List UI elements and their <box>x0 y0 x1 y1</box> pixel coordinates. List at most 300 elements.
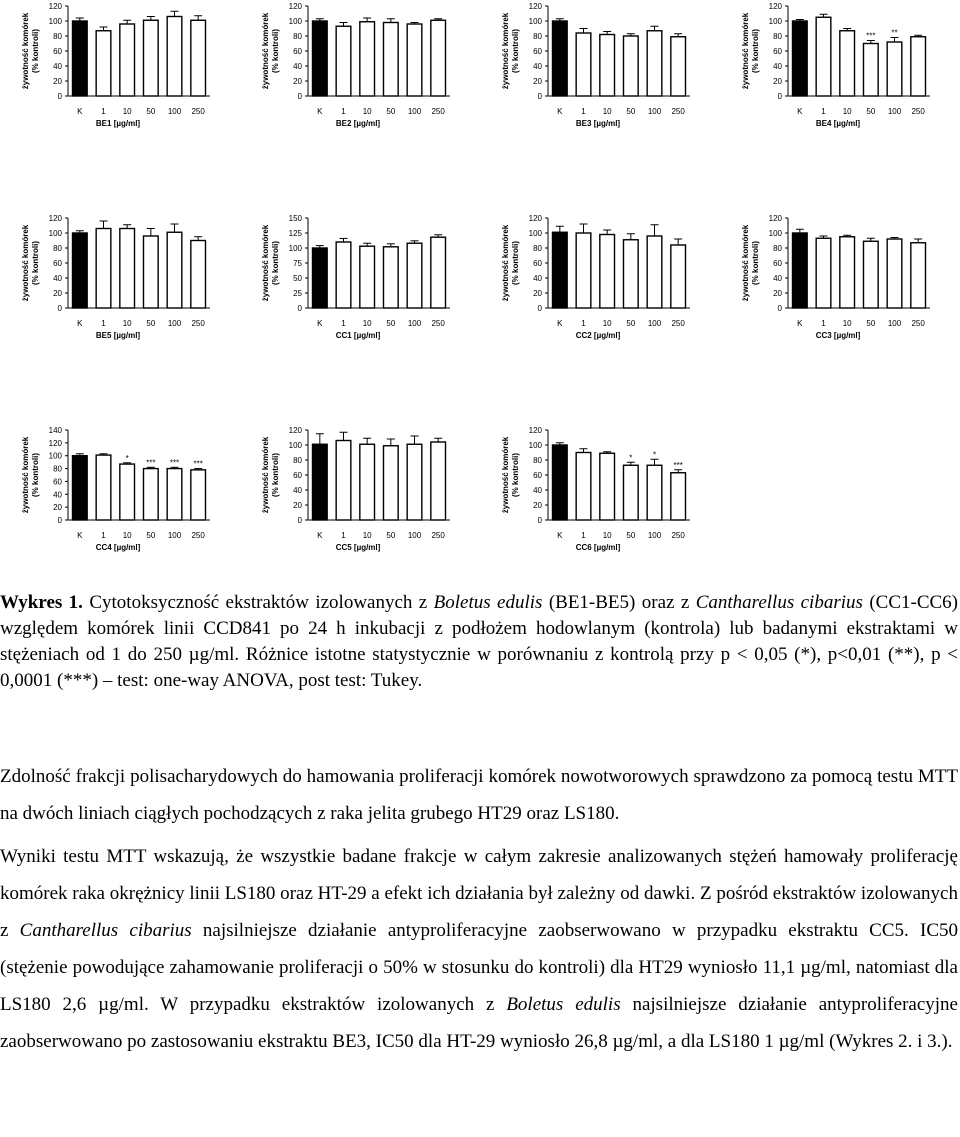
body-text <box>0 758 958 1060</box>
bar <box>191 20 206 96</box>
bar-chart <box>240 0 480 170</box>
y-axis-label-line-2: (% kontroli) <box>511 29 520 73</box>
x-tick-label: 1 <box>341 107 346 116</box>
x-tick-label: 250 <box>671 531 685 540</box>
bar <box>431 20 446 96</box>
caption-species-cantharellus: Cantharellus cibarius <box>695 592 863 613</box>
x-tick-label: 1 <box>101 531 106 540</box>
caption-label: Wykres 1. <box>0 592 83 613</box>
bar <box>816 238 831 308</box>
y-axis-label <box>21 12 40 89</box>
bar <box>792 21 807 96</box>
y-axis-label <box>21 224 40 301</box>
y-tick-label: 40 <box>293 486 302 495</box>
bar <box>143 469 158 520</box>
y-axis-label-line-2: (% kontroli) <box>511 241 520 285</box>
bar <box>407 24 422 96</box>
chart-panel-8 <box>720 212 960 382</box>
bar <box>120 229 135 309</box>
x-axis-label: CC6 [µg/ml] <box>575 543 621 552</box>
bar <box>407 243 422 308</box>
y-tick-label: 0 <box>777 92 782 101</box>
bar <box>167 469 182 520</box>
bar <box>191 241 206 309</box>
x-tick-label: K <box>557 319 563 328</box>
y-tick-label: 100 <box>48 229 62 238</box>
x-tick-label: 250 <box>911 319 925 328</box>
x-tick-label: 1 <box>101 319 106 328</box>
significance-mark: *** <box>193 459 203 469</box>
y-tick-label: 0 <box>537 304 542 313</box>
y-tick-label: 20 <box>533 77 542 86</box>
bar <box>863 241 878 308</box>
y-tick-label: 100 <box>288 17 302 26</box>
y-axis-label-line-1: żywotność komórek <box>21 436 30 514</box>
y-tick-label: 40 <box>53 62 62 71</box>
y-tick-label: 60 <box>53 47 62 56</box>
y-tick-label: 0 <box>777 304 782 313</box>
x-tick-label: 100 <box>167 319 182 328</box>
bar <box>383 247 398 308</box>
x-axis-label: BE1 [µg/ml] <box>95 119 141 128</box>
x-tick-label: 50 <box>626 531 636 540</box>
x-tick-label: K <box>317 107 323 116</box>
x-tick-label: K <box>317 319 323 328</box>
bar <box>552 232 567 308</box>
bar <box>312 248 327 308</box>
bar-chart <box>0 0 240 170</box>
y-tick-label: 80 <box>533 32 542 41</box>
bar <box>383 23 398 97</box>
y-tick-label: 20 <box>293 501 302 510</box>
x-tick-label: 100 <box>407 531 422 540</box>
y-tick-label: 20 <box>773 77 782 86</box>
caption-text-2: (BE1-BE5) oraz z <box>542 592 696 613</box>
y-tick-label: 60 <box>53 259 62 268</box>
x-tick-label: 1 <box>581 107 586 116</box>
bar <box>647 236 662 308</box>
y-tick-label: 80 <box>773 32 782 41</box>
y-tick-label: 100 <box>288 244 302 253</box>
bar <box>671 245 686 308</box>
y-tick-label: 80 <box>773 244 782 253</box>
y-tick-label: 100 <box>48 17 62 26</box>
chart-panel-9 <box>0 424 240 594</box>
chart-panel-7 <box>480 212 720 382</box>
significance-mark: *** <box>673 460 683 470</box>
bar <box>431 237 446 308</box>
x-tick-label: 100 <box>887 319 902 328</box>
y-tick-label: 20 <box>53 503 62 513</box>
y-axis-label-line-1: żywotność komórek <box>261 224 270 302</box>
y-tick-label: 60 <box>293 471 302 480</box>
x-tick-label: 250 <box>431 531 445 540</box>
bar <box>911 243 926 308</box>
y-axis-label-line-2: (% kontroli) <box>271 29 280 73</box>
y-axis-label <box>741 12 760 89</box>
bar <box>792 233 807 308</box>
x-tick-label: K <box>77 319 83 328</box>
y-tick-label: 120 <box>48 214 62 223</box>
bar-chart <box>480 212 720 382</box>
y-tick-label: 60 <box>773 259 782 268</box>
bar <box>336 26 351 96</box>
bar-chart <box>0 424 240 594</box>
bar <box>120 24 135 96</box>
bar <box>96 31 111 96</box>
bar <box>623 465 638 520</box>
chart-panel-11 <box>480 424 720 594</box>
x-tick-label: 10 <box>602 107 612 116</box>
x-tick-label: K <box>77 531 83 540</box>
figure-caption <box>0 590 958 694</box>
y-tick-label: 20 <box>533 289 542 298</box>
y-axis-label-line-2: (% kontroli) <box>271 453 280 497</box>
bar <box>96 229 111 309</box>
y-tick-label: 120 <box>48 2 62 11</box>
y-axis-label <box>261 224 280 301</box>
bar <box>120 464 135 520</box>
y-axis-label <box>501 12 520 89</box>
bar <box>167 17 182 97</box>
y-axis-label-line-1: żywotność komórek <box>21 224 30 302</box>
y-axis-label <box>741 224 760 301</box>
x-tick-label: 250 <box>671 107 685 116</box>
x-tick-label: 10 <box>362 319 372 328</box>
x-tick-label: 250 <box>191 531 205 540</box>
bar <box>72 456 87 520</box>
y-tick-label: 75 <box>293 259 302 268</box>
significance-mark: *** <box>169 458 180 468</box>
y-tick-label: 80 <box>293 32 302 41</box>
x-axis-label: CC4 [µg/ml] <box>95 543 141 552</box>
x-tick-label: K <box>317 531 323 540</box>
x-tick-label: K <box>797 319 803 328</box>
x-tick-label: 1 <box>821 107 826 116</box>
y-tick-label: 120 <box>288 426 302 435</box>
x-axis-label: BE2 [µg/ml] <box>335 119 381 128</box>
bar-chart <box>240 424 480 594</box>
x-tick-label: 10 <box>842 319 852 328</box>
chart-panel-5 <box>0 212 240 382</box>
y-tick-label: 120 <box>768 214 782 223</box>
x-tick-label: 50 <box>146 319 156 328</box>
significance-mark: ** <box>891 28 898 38</box>
y-axis-label-line-1: żywotność komórek <box>261 12 270 90</box>
x-tick-label: 1 <box>821 319 826 328</box>
x-tick-label: K <box>77 107 83 116</box>
x-axis-label: BE4 [µg/ml] <box>815 119 861 128</box>
bar <box>671 37 686 96</box>
bar <box>623 240 638 308</box>
y-axis-label-line-2: (% kontroli) <box>31 453 40 497</box>
y-tick-label: 120 <box>528 214 542 223</box>
y-axis-label <box>21 436 40 513</box>
x-tick-label: 10 <box>362 531 372 540</box>
y-tick-label: 20 <box>53 289 62 298</box>
x-tick-label: 50 <box>626 319 636 328</box>
paragraph-1: Zdolność frakcji polisacharydowych do hamowania proliferacji komórek nowotworowych sprawdzono za pomocą testu MTT na dwóch liniach ciągłych pochodzących z raka jelita grubego HT29 oraz LS180. <box>0 766 958 824</box>
bar-chart <box>240 212 480 382</box>
y-tick-label: 120 <box>528 2 542 11</box>
y-tick-label: 0 <box>57 516 62 525</box>
x-tick-label: 1 <box>341 531 346 540</box>
y-axis-label-line-1: żywotność komórek <box>261 436 270 514</box>
y-tick-label: 140 <box>48 426 62 435</box>
bar <box>840 31 855 96</box>
y-tick-label: 50 <box>293 274 302 283</box>
x-tick-label: K <box>797 107 803 116</box>
y-tick-label: 60 <box>533 471 542 480</box>
bar-chart <box>720 212 960 382</box>
y-axis-label-line-1: żywotność komórek <box>21 12 30 90</box>
bar <box>383 446 398 520</box>
x-tick-label: K <box>557 107 563 116</box>
x-tick-label: 100 <box>647 531 662 540</box>
bar <box>143 236 158 308</box>
y-axis-label-line-2: (% kontroli) <box>31 29 40 73</box>
x-tick-label: 1 <box>581 319 586 328</box>
y-tick-label: 80 <box>53 244 62 253</box>
x-tick-label: 50 <box>146 531 156 540</box>
bar <box>600 35 615 97</box>
bar <box>336 441 351 521</box>
bar-chart <box>0 212 240 382</box>
y-tick-label: 40 <box>53 274 62 283</box>
x-tick-label: 10 <box>602 531 612 540</box>
bar <box>887 239 902 308</box>
bar <box>360 444 375 520</box>
y-axis-label <box>261 12 280 89</box>
y-axis-label-line-1: żywotność komórek <box>501 12 510 90</box>
bar <box>816 17 831 96</box>
x-tick-label: 10 <box>602 319 612 328</box>
y-tick-label: 40 <box>773 274 782 283</box>
y-tick-label: 120 <box>48 438 62 448</box>
y-tick-label: 60 <box>773 47 782 56</box>
y-tick-label: 20 <box>773 289 782 298</box>
y-tick-label: 0 <box>57 92 62 101</box>
y-axis-label-line-1: żywotność komórek <box>741 12 750 90</box>
bar <box>552 445 567 520</box>
y-tick-label: 20 <box>533 501 542 510</box>
y-axis-label-line-2: (% kontroli) <box>271 241 280 285</box>
significance-mark: *** <box>866 31 876 41</box>
x-tick-label: 100 <box>887 107 902 116</box>
bar <box>911 37 926 96</box>
y-tick-label: 100 <box>528 229 542 238</box>
x-tick-label: 250 <box>191 107 205 116</box>
y-tick-label: 0 <box>297 304 302 313</box>
y-tick-label: 0 <box>537 92 542 101</box>
y-tick-label: 100 <box>768 17 782 26</box>
y-tick-label: 100 <box>528 17 542 26</box>
y-tick-label: 100 <box>48 451 62 461</box>
y-axis-label <box>261 436 280 513</box>
x-tick-label: 1 <box>341 319 346 328</box>
y-tick-label: 120 <box>288 2 302 11</box>
significance-mark: * <box>629 453 633 463</box>
bar <box>312 444 327 520</box>
bar <box>96 455 111 520</box>
x-axis-label: CC3 [µg/ml] <box>815 331 861 340</box>
y-tick-label: 60 <box>53 477 62 487</box>
x-axis-label: CC5 [µg/ml] <box>335 543 381 552</box>
x-tick-label: 50 <box>866 319 876 328</box>
x-tick-label: 100 <box>647 107 662 116</box>
x-axis-label: BE5 [µg/ml] <box>95 331 141 340</box>
x-tick-label: 10 <box>842 107 852 116</box>
bar <box>863 44 878 97</box>
paragraph-2-species-boletus: Boletus edulis <box>506 994 621 1015</box>
y-tick-label: 0 <box>297 516 302 525</box>
x-tick-label: 100 <box>167 107 182 116</box>
bar <box>840 237 855 308</box>
bar-chart <box>480 0 720 170</box>
y-tick-label: 60 <box>533 259 542 268</box>
significance-mark: * <box>652 450 657 460</box>
caption-text-1: Cytotoksyczność ekstraktów izolowanych z <box>82 592 434 613</box>
y-tick-label: 80 <box>533 244 542 253</box>
bar <box>671 473 686 520</box>
x-tick-label: 100 <box>407 319 422 328</box>
bar <box>887 42 902 96</box>
chart-panel-4 <box>720 0 960 170</box>
y-tick-label: 0 <box>537 516 542 525</box>
chart-panel-6 <box>240 212 480 382</box>
bar <box>72 233 87 308</box>
y-axis-label-line-1: żywotność komórek <box>741 224 750 302</box>
y-axis-label-line-1: żywotność komórek <box>501 436 510 514</box>
bar-chart <box>480 424 720 594</box>
bar <box>600 453 615 520</box>
paragraph-2-part-b: najsilniejsze działanie antyproliferacyjne zaobserwowano w przypadku ekstraktu CC5. IC50 (stężenie powodujące zahamowanie proliferacji o 50% w stosunku do kontroli) dla HT29 wyniosło 11,1 µg/ml, natomiast dla LS180 2,6 µg/ml. W przypadku ekstraktów izolowanych z <box>0 920 958 1015</box>
y-axis-label <box>501 436 520 513</box>
bar <box>623 36 638 96</box>
y-tick-label: 60 <box>293 47 302 56</box>
y-tick-label: 40 <box>293 62 302 71</box>
bar <box>191 470 206 520</box>
y-tick-label: 125 <box>288 229 302 238</box>
bar <box>647 465 662 520</box>
caption-species-boletus: Boletus edulis <box>433 592 543 613</box>
y-axis-label <box>501 224 520 301</box>
x-tick-label: 50 <box>386 107 396 116</box>
x-axis-label: CC2 [µg/ml] <box>575 331 621 340</box>
bar <box>360 246 375 308</box>
y-tick-label: 150 <box>288 214 302 223</box>
x-tick-label: 50 <box>386 531 396 540</box>
paragraph-2-part-c: najsilniejsze działanie antyproliferacyjne zaobserwowano po zastosowaniu ekstraktu BE3, IC50 dla HT-29 wyniosło 26,8 µg/ml, a dla LS180 1 µg/ml (Wykres 2. i 3.). <box>0 994 958 1052</box>
bar <box>647 31 662 96</box>
bar <box>552 21 567 96</box>
x-tick-label: 250 <box>911 107 925 116</box>
bar <box>576 233 591 308</box>
y-tick-label: 40 <box>533 62 542 71</box>
paragraph-2-species-cantharellus: Cantharellus cibarius <box>19 920 192 941</box>
bar <box>407 444 422 520</box>
bar <box>360 22 375 96</box>
y-axis-label-line-1: żywotność komórek <box>501 224 510 302</box>
x-tick-label: 1 <box>581 531 586 540</box>
y-tick-label: 100 <box>288 441 302 450</box>
y-tick-label: 0 <box>297 92 302 101</box>
y-tick-label: 40 <box>533 486 542 495</box>
x-tick-label: 250 <box>191 319 205 328</box>
x-tick-label: 10 <box>122 531 132 540</box>
bar-chart <box>720 0 960 170</box>
bar <box>600 235 615 309</box>
y-axis-label-line-2: (% kontroli) <box>31 241 40 285</box>
x-tick-label: 1 <box>101 107 106 116</box>
y-tick-label: 80 <box>53 464 62 474</box>
x-tick-label: 250 <box>431 319 445 328</box>
x-tick-label: 10 <box>362 107 372 116</box>
x-tick-label: 50 <box>866 107 876 116</box>
bar <box>312 21 327 96</box>
x-tick-label: 100 <box>647 319 662 328</box>
y-tick-label: 40 <box>773 62 782 71</box>
y-tick-label: 25 <box>293 289 302 298</box>
bar <box>431 442 446 520</box>
paragraph-2 <box>0 838 958 1060</box>
y-tick-label: 100 <box>768 229 782 238</box>
significance-mark: *** <box>146 458 156 468</box>
y-tick-label: 80 <box>293 456 302 465</box>
y-axis-label-line-2: (% kontroli) <box>751 241 760 285</box>
chart-panel-10 <box>240 424 480 594</box>
bar <box>576 33 591 96</box>
bar <box>336 242 351 308</box>
caption-text-3: (CC1-CC6) względem komórek linii CCD841 po 24 h inkubacji z podłożem hodowlanym (kontrola) lub badanymi ekstraktami w stężeniach od 1 do 250 µg/ml. Różnice istotne statystycznie w porównaniu z kontrolą przy p < 0,05 (*), p<0,01 (**), p < 0,0001 (***) – test: one-way ANOVA, post test: Tukey. <box>0 592 958 691</box>
y-tick-label: 80 <box>53 32 62 41</box>
chart-panel-2 <box>240 0 480 170</box>
x-tick-label: 250 <box>671 319 685 328</box>
y-tick-label: 20 <box>53 77 62 86</box>
x-tick-label: K <box>557 531 563 540</box>
x-tick-label: 10 <box>122 319 132 328</box>
bar <box>72 21 87 96</box>
y-tick-label: 60 <box>533 47 542 56</box>
y-tick-label: 80 <box>533 456 542 465</box>
y-axis-label-line-2: (% kontroli) <box>511 453 520 497</box>
x-tick-label: 250 <box>431 107 445 116</box>
x-tick-label: 50 <box>386 319 396 328</box>
bar <box>167 232 182 308</box>
x-tick-label: 50 <box>146 107 156 116</box>
bar <box>576 453 591 521</box>
significance-mark: * <box>125 453 129 463</box>
chart-panel-1 <box>0 0 240 170</box>
x-tick-label: 100 <box>407 107 422 116</box>
chart-panel-3 <box>480 0 720 170</box>
y-tick-label: 0 <box>57 304 62 313</box>
y-tick-label: 120 <box>528 426 542 435</box>
y-tick-label: 20 <box>293 77 302 86</box>
y-axis-label-line-2: (% kontroli) <box>751 29 760 73</box>
y-tick-label: 40 <box>533 274 542 283</box>
y-tick-label: 40 <box>53 490 62 500</box>
y-tick-label: 120 <box>768 2 782 11</box>
x-tick-label: 10 <box>122 107 132 116</box>
bar <box>143 20 158 96</box>
x-tick-label: 50 <box>626 107 636 116</box>
x-axis-label: BE3 [µg/ml] <box>575 119 621 128</box>
x-axis-label: CC1 [µg/ml] <box>335 331 381 340</box>
y-tick-label: 100 <box>528 441 542 450</box>
paragraph-2-part-a: Wyniki testu MTT wskazują, że wszystkie badane frakcje w całym zakresie analizowanych stężeń hamowały proliferację komórek raka okrężnicy linii LS180 oraz HT-29 a efekt ich działania był zależny od dawki. Z pośród ekstraktów izolowanych z <box>0 846 958 941</box>
x-tick-label: 100 <box>167 531 182 540</box>
